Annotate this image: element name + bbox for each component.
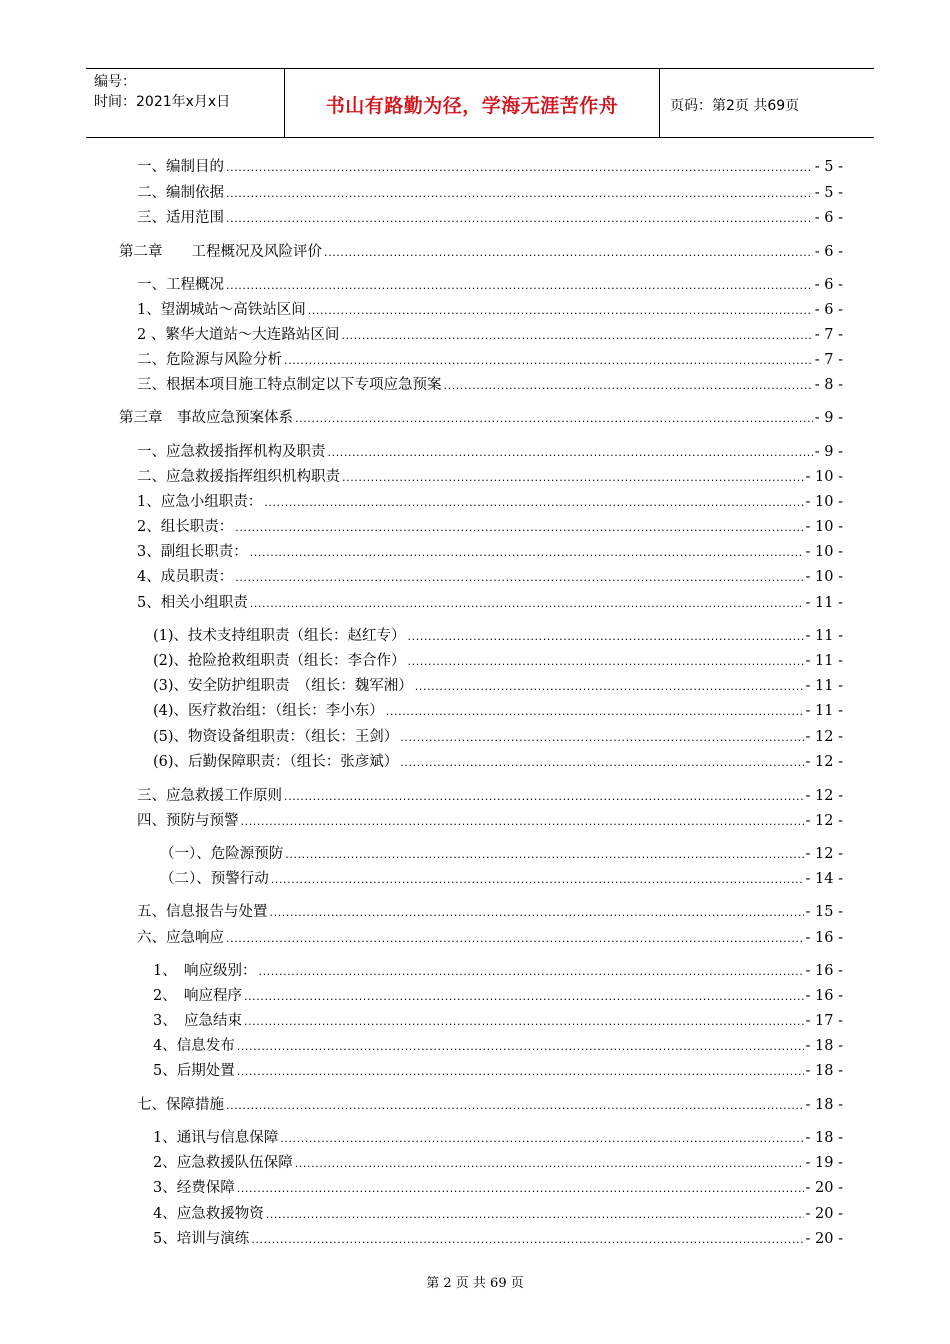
toc-leader-dots <box>226 158 813 178</box>
toc-entry[interactable] <box>137 300 843 320</box>
toc-leader-dots <box>415 677 804 697</box>
toc-entry[interactable] <box>153 752 843 772</box>
toc-entry-page: - 5 - <box>814 159 843 175</box>
toc-leader-dots <box>266 1205 804 1225</box>
toc-entry-page: - 6 - <box>814 210 843 226</box>
toc-entry-title: 5、后期处置 <box>153 1063 235 1079</box>
toc-entry-page: - 12 - <box>805 788 843 804</box>
toc-leader-dots <box>386 702 804 722</box>
toc-entry[interactable] <box>119 242 843 262</box>
toc-leader-dots <box>250 594 804 614</box>
toc-entry-title: 四、预防与预警 <box>137 813 239 829</box>
motto-text: 书山有路勤为径，学海无涯苦作舟 <box>325 95 619 117</box>
toc-entry[interactable] <box>153 701 843 721</box>
toc-entry[interactable] <box>137 542 843 562</box>
toc-entry-title: 2、 响应程序 <box>153 988 242 1004</box>
toc-entry-title: 4、成员职责： <box>137 569 234 585</box>
toc-entry[interactable] <box>137 208 843 228</box>
toc-entry[interactable] <box>137 350 843 370</box>
toc-entry-page: - 10 - <box>805 469 843 485</box>
toc-entry-title: 3、副组长职责： <box>137 544 248 560</box>
toc-leader-dots <box>295 1154 804 1174</box>
toc-entry-title: 2、组长职责： <box>137 519 234 535</box>
toc-leader-dots <box>237 1037 804 1057</box>
toc-entry[interactable] <box>119 408 843 428</box>
toc-entry-page: - 12 - <box>805 813 843 829</box>
toc-entry[interactable] <box>137 928 843 948</box>
toc-entry-page: - 7 - <box>814 352 843 368</box>
toc-entry-title: 一、编制目的 <box>137 159 224 175</box>
toc-leader-dots <box>342 468 804 488</box>
toc-entry[interactable] <box>137 183 843 203</box>
toc-entry[interactable] <box>153 1061 843 1081</box>
toc-leader-dots <box>226 1096 804 1116</box>
toc-entry-page: - 9 - <box>814 444 843 460</box>
toc-leader-dots <box>341 326 812 346</box>
toc-entry-page: - 15 - <box>805 904 843 920</box>
toc-entry[interactable] <box>137 275 843 295</box>
toc-entry-page: - 18 - <box>805 1038 843 1054</box>
toc-entry[interactable] <box>153 986 843 1006</box>
toc-leader-dots <box>244 987 804 1007</box>
toc-entry-page: - 18 - <box>805 1063 843 1079</box>
toc-entry-title: 一、工程概况 <box>137 277 224 293</box>
toc-leader-dots <box>408 627 804 647</box>
toc-entry-page: - 10 - <box>805 519 843 535</box>
toc-leader-dots <box>400 753 803 773</box>
toc-leader-dots <box>308 301 813 321</box>
toc-entry-page: - 16 - <box>805 963 843 979</box>
toc-entry-page: - 20 - <box>805 1206 843 1222</box>
toc-entry-title: 三、适用范围 <box>137 210 224 226</box>
toc-leader-dots <box>250 543 804 563</box>
toc-entry[interactable] <box>137 902 843 922</box>
toc-entry-page: - 8 - <box>814 377 843 393</box>
toc-entry-title: 六、应急响应 <box>137 930 224 946</box>
toc-entry[interactable] <box>137 157 843 177</box>
toc-entry-title: 七、保障措施 <box>137 1097 224 1113</box>
toc-entry-title: 二、编制依据 <box>137 185 224 201</box>
toc-entry-title: (4)、医疗救治组：（组长：李小东） <box>153 703 384 719</box>
toc-leader-dots <box>400 728 803 748</box>
toc-entry-page: - 11 - <box>805 653 843 669</box>
toc-entry-page: - 11 - <box>805 678 843 694</box>
toc-entry-title: 二、应急救援指挥组织机构职责 <box>137 469 340 485</box>
toc-leader-dots <box>280 1129 803 1149</box>
toc-entry-title: 2、应急救援队伍保障 <box>153 1155 293 1171</box>
toc-entry-title: 3、经费保障 <box>153 1180 235 1196</box>
toc-entry-title: (5)、物资设备组职责：（组长：王剑） <box>153 729 399 745</box>
toc-leader-dots <box>295 409 813 429</box>
toc-entry[interactable] <box>137 1095 843 1115</box>
toc-entry-title: 4、应急救援物资 <box>153 1206 264 1222</box>
toc-entry-title: （一）、危险源预防 <box>160 846 284 862</box>
toc-entry-title: 三、应急救援工作原则 <box>137 788 282 804</box>
toc-leader-dots <box>226 209 813 229</box>
toc-entry-page: - 6 - <box>814 277 843 293</box>
toc-entry[interactable] <box>153 727 843 747</box>
toc-entry[interactable] <box>137 467 843 487</box>
toc-entry-page: - 18 - <box>805 1130 843 1146</box>
toc-leader-dots <box>237 1179 804 1199</box>
toc-entry-title: (6)、后勤保障职责：（组长：张彦斌） <box>153 754 399 770</box>
toc-entry-title: 1、 响应级别： <box>153 963 257 979</box>
toc-entry-page: - 10 - <box>805 494 843 510</box>
toc-leader-dots <box>226 184 813 204</box>
toc-entry-page: - 6 - <box>814 244 843 260</box>
toc-entry-page: - 12 - <box>805 846 843 862</box>
toc-entry-title: 5、培训与演练 <box>153 1231 250 1247</box>
toc-entry-title: (3)、安全防护组职责 （组长：魏军湘） <box>153 678 413 694</box>
toc-leader-dots <box>226 276 813 296</box>
toc-entry-page: - 11 - <box>805 595 843 611</box>
toc-leader-dots <box>284 787 804 807</box>
toc-entry-page: - 6 - <box>814 302 843 318</box>
toc-entry[interactable] <box>137 442 843 462</box>
toc-leader-dots <box>235 518 803 538</box>
toc-entry[interactable] <box>137 567 843 587</box>
toc-leader-dots <box>251 1230 803 1250</box>
page-footer: 第 2 页 共 69 页 <box>426 1276 524 1291</box>
toc-entry-page: - 10 - <box>805 544 843 560</box>
toc-entry[interactable] <box>153 676 843 696</box>
toc-entry[interactable] <box>137 593 843 613</box>
toc-entry-title: 第二章 工程概况及风险评价 <box>119 244 322 260</box>
toc-leader-dots <box>444 376 813 396</box>
toc-entry-title: (2)、抢险抢救组职责（组长：李合作） <box>153 653 406 669</box>
toc-entry-title: 3、 应急结束 <box>153 1013 242 1029</box>
toc-entry-page: - 16 - <box>805 930 843 946</box>
toc-entry-title: 五、信息报告与处置 <box>137 904 268 920</box>
toc-entry[interactable] <box>153 1036 843 1056</box>
toc-entry[interactable] <box>153 1153 843 1173</box>
toc-entry-page: - 7 - <box>814 327 843 343</box>
toc-entry-page: - 11 - <box>805 703 843 719</box>
toc-entry[interactable] <box>137 517 843 537</box>
toc-entry-page: - 9 - <box>814 410 843 426</box>
toc-entry-page: - 17 - <box>805 1013 843 1029</box>
toc-entry-page: - 11 - <box>805 628 843 644</box>
toc-leader-dots <box>237 1062 804 1082</box>
toc-entry[interactable] <box>153 1011 843 1031</box>
toc-entry-page: - 20 - <box>805 1231 843 1247</box>
toc-entry-title: (1)、技术支持组职责（组长：赵红专） <box>153 628 406 644</box>
time-label: 时间：2021年x月x日 <box>94 94 231 110</box>
toc-entry-title: 三、根据本项目施工特点制定以下专项应急预案 <box>137 377 442 393</box>
toc-leader-dots <box>264 493 803 513</box>
toc-entry[interactable] <box>153 1178 843 1198</box>
toc-entry[interactable] <box>153 651 843 671</box>
toc-entry-page: - 10 - <box>805 569 843 585</box>
toc-entry-page: - 5 - <box>814 185 843 201</box>
toc-entry-title: 5、相关小组职责 <box>137 595 248 611</box>
toc-leader-dots <box>271 870 804 890</box>
toc-leader-dots <box>328 443 813 463</box>
toc-entry-page: - 18 - <box>805 1097 843 1113</box>
toc-entry[interactable] <box>153 1229 843 1249</box>
toc-entry-title: 第三章 事故应急预案体系 <box>119 410 293 426</box>
toc-entry-title: 4、信息发布 <box>153 1038 235 1054</box>
toc-entry[interactable] <box>137 325 843 345</box>
toc-entry[interactable] <box>160 869 843 889</box>
toc-entry[interactable] <box>153 1128 843 1148</box>
toc-entry-title: 二、危险源与风险分析 <box>137 352 282 368</box>
toc-entry-title: 1、应急小组职责： <box>137 494 263 510</box>
toc-entry-title: （二）、预警行动 <box>160 871 269 887</box>
toc-entry-title: 一、应急救援指挥机构及职责 <box>137 444 326 460</box>
toc-leader-dots <box>241 812 804 832</box>
page-info: 页码：第2页 共69页 <box>670 98 800 114</box>
toc-leader-dots <box>258 962 803 982</box>
toc-entry-page: - 12 - <box>805 754 843 770</box>
toc-entry-page: - 19 - <box>805 1155 843 1171</box>
toc-entry-page: - 14 - <box>805 871 843 887</box>
toc-entry[interactable] <box>137 786 843 806</box>
toc-entry[interactable] <box>137 375 843 395</box>
toc-entry[interactable] <box>137 492 843 512</box>
toc-leader-dots <box>235 568 803 588</box>
toc-entry-title: 1、通讯与信息保障 <box>153 1130 279 1146</box>
toc-entry-page: - 16 - <box>805 988 843 1004</box>
toc-leader-dots <box>270 903 804 923</box>
toc-leader-dots <box>244 1012 804 1032</box>
toc-entry[interactable] <box>153 1204 843 1224</box>
toc-leader-dots <box>408 652 804 672</box>
toc-leader-dots <box>324 243 813 263</box>
toc-entry-page: - 12 - <box>805 729 843 745</box>
toc-entry[interactable] <box>160 844 843 864</box>
toc-entry-title: 2 、繁华大道站～大连路站区间 <box>137 327 340 343</box>
toc-leader-dots <box>284 351 813 371</box>
toc-leader-dots <box>226 929 804 949</box>
toc-entry-title: 1、望湖城站～高铁站区间 <box>137 302 306 318</box>
toc-entry-page: - 20 - <box>805 1180 843 1196</box>
toc-entry[interactable] <box>153 626 843 646</box>
toc-entry[interactable] <box>153 961 843 981</box>
number-label: 编号： <box>94 74 136 90</box>
toc-entry[interactable] <box>137 811 843 831</box>
toc-leader-dots <box>285 845 803 865</box>
